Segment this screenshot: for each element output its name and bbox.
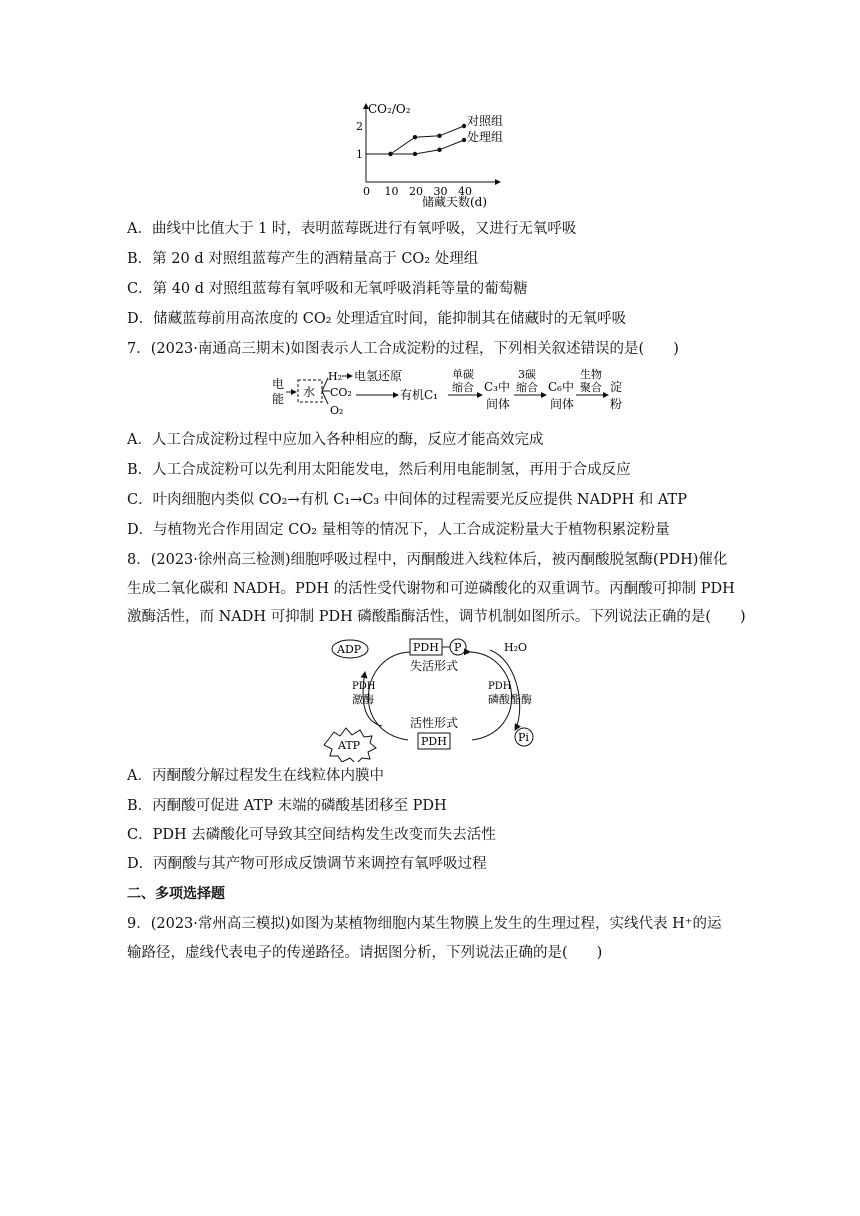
kinase-label-1: PDH (352, 681, 376, 692)
co2-label: CO₂ (330, 386, 352, 399)
starch-synthesis-diagram (268, 366, 628, 416)
q6-option-a: A．曲线中比值大于 1 时，表明蓝莓既进行有氧呼吸，又进行无氧呼吸 (127, 221, 577, 237)
data-point (462, 138, 466, 142)
pdh-active-label: PDH (421, 735, 447, 748)
phosphatase-label-2: 磷酸酯酶 (488, 693, 532, 706)
x-tick-label: 20 (409, 185, 423, 198)
step2-label-1: 单碳 (452, 368, 474, 381)
step1-label: 电氢还原 (354, 369, 403, 383)
q8-stem-line-1: 8．(2023·徐州高三检测)细胞呼吸过程中，丙酮酸进入线粒体后，被丙酮酸脱氢酶(PDH)催化 (127, 552, 728, 568)
step4-label-2: 聚合 (580, 381, 602, 394)
q7-option-b: B．人工合成淀粉可以先利用太阳能发电，然后利用电能制氢，再用于合成反应 (127, 462, 631, 478)
h2o-label: H₂O (504, 641, 528, 654)
q9-stem-line-1: 9．(2023·常州高三模拟)如图为某植物细胞内某生物膜上发生的生理过程，实线代表 H⁺的运 (127, 916, 722, 932)
c1-label: 有机C₁ (400, 388, 438, 402)
o2-label: O₂ (330, 404, 344, 416)
series-label: 处理组 (467, 130, 504, 144)
c6-label-2: 间体 (550, 397, 575, 411)
q8-stem-line-3: 激酶活性，而 NADH 可抑制 PDH 磷酸酯酶活性，调节机制如图所示。下列说法正确的是( ) (127, 609, 746, 625)
q6-option-d: D．储藏蓝莓前用高浓度的 CO₂ 处理适宜时间，能抑制其在储藏时的无氧呼吸 (127, 311, 627, 327)
step2-label-2: 缩合 (452, 381, 474, 394)
x-axis-label: 储藏天数(d) (422, 195, 488, 209)
inactive-form-label: 失活形式 (410, 659, 459, 673)
pdh-regulation-diagram (320, 632, 550, 762)
pdh-inactive-label: PDH (413, 641, 439, 654)
phosphatase-label-1: PDH (488, 681, 512, 692)
x-tick-label: 10 (384, 185, 399, 198)
starch-label-1: 淀 (610, 380, 623, 394)
q8-option-b: B．丙酮酸可促进 ATP 末端的磷酸基团移至 PDH (127, 798, 447, 814)
q8-option-c: C．PDH 去磷酸化可导致其空间结构发生改变而失去活性 (127, 827, 496, 843)
atp-label: ATP (338, 739, 361, 752)
water-label: 水 (303, 385, 316, 399)
q8-option-a: A．丙酮酸分解过程发生在线粒体内膜中 (127, 768, 384, 784)
step3-label-2: 缩合 (516, 381, 538, 394)
c3-label-2: 间体 (486, 397, 511, 411)
y-axis-label: CO₂/O₂ (368, 102, 411, 116)
pi-label: Pi (518, 731, 529, 744)
q6-option-b: B．第 20 d 对照组蓝莓产生的酒精量高于 CO₂ 处理组 (127, 251, 479, 267)
electric-label-2: 能 (272, 392, 285, 406)
y-tick-label: 2 (356, 120, 363, 133)
h2-label: H₂ (328, 370, 343, 383)
step4-label-1: 生物 (580, 368, 602, 381)
q7-option-a: A．人工合成淀粉过程中应加入各种相应的酶，反应才能高效完成 (127, 432, 544, 448)
active-form-label: 活性形式 (410, 716, 459, 730)
q6-option-c: C．第 40 d 对照组蓝莓有氧呼吸和无氧呼吸消耗等量的葡萄糖 (127, 281, 528, 297)
data-point (413, 152, 417, 156)
y-tick-label: 1 (356, 148, 363, 161)
phosphate-label: P (454, 641, 462, 654)
x-tick-label: 40 (458, 185, 472, 198)
starch-label-2: 粉 (610, 397, 623, 411)
c3-label-1: C₃中 (484, 380, 510, 394)
q8-stem-line-2: 生成二氧化碳和 NADH。PDH 的活性受代谢物和可逆磷酸化的双重调节。丙酮酸可抑制 PDH (127, 581, 735, 597)
x-tick-label: 0 (363, 185, 370, 198)
data-point (462, 124, 466, 128)
adp-label: ADP (337, 643, 362, 656)
data-point (437, 134, 441, 138)
electric-label-1: 电 (272, 377, 285, 391)
x-tick-label: 30 (433, 185, 448, 198)
q7-stem: 7．(2023·南通高三期末)如图表示人工合成淀粉的过程，下列相关叙述错误的是( ) (127, 341, 679, 357)
q7-option-d: D．与植物光合作用固定 CO₂ 量相等的情况下，人工合成淀粉量大于植物积累淀粉量 (127, 522, 670, 538)
c6-label-1: C₆中 (548, 380, 574, 394)
data-point (413, 135, 417, 139)
series-line (366, 126, 464, 154)
section-heading: 二、多项选择题 (127, 886, 225, 902)
series-label: 对照组 (467, 114, 504, 128)
q8-option-d: D．丙酮酸与其产物可形成反馈调节来调控有氧呼吸过程 (127, 856, 487, 872)
data-point (388, 152, 392, 156)
q9-stem-line-2: 输路径，虚线代表电子的传递路径。请据图分析，下列说法正确的是( ) (127, 945, 603, 961)
kinase-label-2: 激酶 (352, 693, 374, 706)
co2-o2-line-chart (340, 98, 540, 210)
q7-option-c: C．叶肉细胞内类似 CO₂→有机 C₁→C₃ 中间体的过程需要光反应提供 NADPH 和 ATP (127, 492, 687, 508)
step3-label-1: 3碳 (518, 368, 536, 381)
data-point (437, 148, 441, 152)
